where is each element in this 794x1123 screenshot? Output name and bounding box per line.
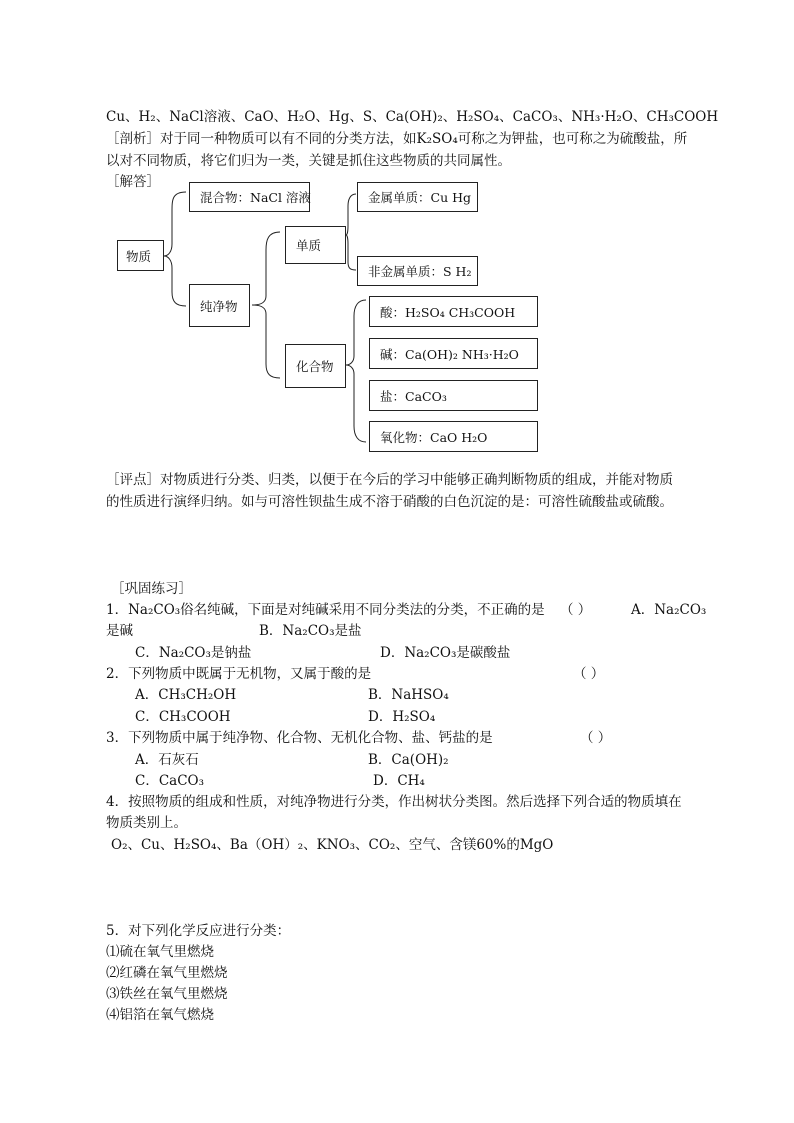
q1-option-c: C．Na₂CO₃是钠盐 bbox=[135, 645, 252, 661]
substance-list-line: Cu、H₂、NaCl溶液、CaO、H₂O、Hg、S、Ca(OH)₂、H₂SO₄、CaCO₃、NH₃·H₂O、CH₃COOH bbox=[106, 109, 719, 125]
q1-option-b: B．Na₂CO₃是盐 bbox=[259, 623, 362, 639]
q2-option-b: B．NaHSO₄ bbox=[368, 687, 449, 703]
q2-stem: 2．下列物质中既属于无机物，又属于酸的是 bbox=[106, 666, 372, 682]
q3-option-b: B．Ca(OH)₂ bbox=[368, 752, 449, 768]
q4-line-1: 4．按照物质的组成和性质，对纯净物进行分类，作出树状分类图。然后选择下列合适的物质填在 bbox=[106, 794, 682, 810]
tree-node-compound: 化合物 bbox=[285, 344, 346, 388]
tree-node-element: 单质 bbox=[285, 226, 346, 264]
analysis-line-2: 以对不同物质，将它们归为一类，关键是抓住这些物质的共同属性。 bbox=[106, 153, 511, 169]
q3-option-a: A．石灰石 bbox=[135, 752, 199, 768]
q5-item: ⑷铝箔在氧气燃烧 bbox=[106, 1007, 214, 1023]
tree-node-oxide: 氧化物：CaO H₂O bbox=[369, 421, 538, 452]
q5-item: ⑶铁丝在氧气里燃烧 bbox=[106, 986, 228, 1002]
q2-option-d: D．H₂SO₄ bbox=[368, 709, 436, 725]
comment-line-2: 的性质进行演绎归纳。如与可溶性钡盐生成不溶于硝酸的白色沉淀的是：可溶性硫酸盐或硫酸。 bbox=[106, 494, 673, 510]
q2-answer-paren: （ ） bbox=[573, 666, 605, 682]
tree-node-mixture: 混合物：NaCl 溶液 bbox=[189, 182, 310, 212]
q1-stem: 1．Na₂CO₃俗名纯碱，下面是对纯碱采用不同分类法的分类，不正确的是 bbox=[106, 602, 545, 618]
analysis-line-1: ［剖析］对于同一种物质可以有不同的分类方法，如K₂SO₄可称之为钾盐，也可称之为硫酸盐，所 bbox=[106, 131, 688, 147]
q1-option-a: A．Na₂CO₃ bbox=[631, 602, 707, 618]
q5-stem: 5．对下列化学反应进行分类： bbox=[106, 923, 291, 939]
q4-line-2: 物质类别上。 bbox=[106, 815, 187, 831]
q3-option-c: C．CaCO₃ bbox=[135, 773, 205, 789]
comment-line-1: ［评点］对物质进行分类、归类，以便于在今后的学习中能够正确判断物质的组成，并能对物质 bbox=[106, 472, 673, 488]
q5-item: ⑵红磷在氧气里燃烧 bbox=[106, 965, 228, 981]
answer-label: ［解答］ bbox=[106, 174, 160, 190]
q1-option-d: D．Na₂CO₃是碳酸盐 bbox=[380, 645, 511, 661]
brace-root bbox=[164, 192, 186, 306]
q1-option-a-cont: 是碱 bbox=[106, 623, 133, 639]
q3-answer-paren: （ ） bbox=[580, 730, 612, 746]
q3-option-d: D．CH₄ bbox=[373, 773, 425, 789]
q1-answer-paren: （ ） bbox=[560, 602, 592, 618]
brace-compound bbox=[346, 300, 366, 442]
tree-node-nonmetal: 非金属单质：S H₂ bbox=[357, 256, 478, 286]
brace-element bbox=[346, 194, 356, 270]
q3-stem: 3．下列物质中属于纯净物、化合物、无机化合物、盐、钙盐的是 bbox=[106, 730, 493, 746]
tree-node-salt: 盐：CaCO₃ bbox=[369, 380, 538, 411]
tree-node-substance: 物质 bbox=[117, 240, 164, 271]
practice-title: ［巩固练习］ bbox=[111, 581, 192, 597]
tree-node-acid: 酸：H₂SO₄ CH₃COOH bbox=[369, 296, 538, 327]
tree-node-pure: 纯净物 bbox=[189, 284, 250, 327]
q5-item: ⑴硫在氧气里燃烧 bbox=[106, 944, 214, 960]
q2-option-a: A．CH₃CH₂OH bbox=[135, 687, 237, 703]
tree-node-base: 碱：Ca(OH)₂ NH₃·H₂O bbox=[369, 338, 538, 369]
q2-option-c: C．CH₃COOH bbox=[135, 709, 231, 725]
brace-pure bbox=[252, 232, 280, 378]
tree-node-metal: 金属单质：Cu Hg bbox=[357, 182, 478, 212]
q4-substances: O₂、Cu、H₂SO₄、Ba（OH）₂、KNO₃、CO₂、空气、含镁60%的MgO bbox=[111, 837, 554, 853]
